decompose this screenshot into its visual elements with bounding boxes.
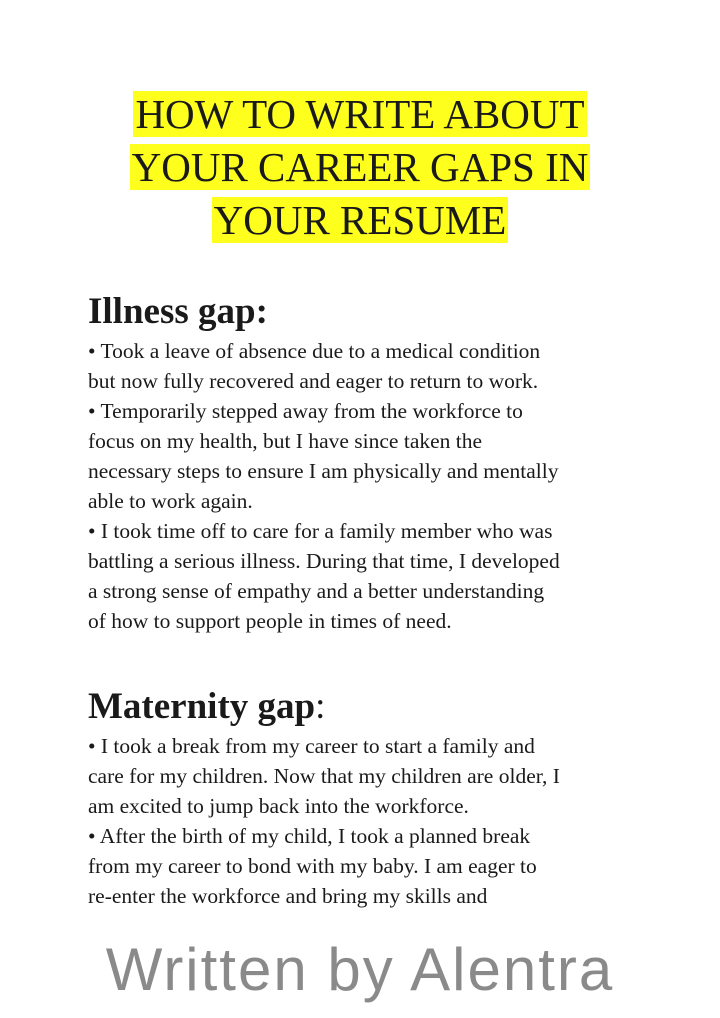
body-line: • I took a break from my career to start a family and xyxy=(88,734,535,758)
heading-text: Maternity gap xyxy=(88,686,316,727)
illness-gap-section xyxy=(88,290,648,636)
watermark: Written by Alentra xyxy=(105,936,615,1003)
heading-text: Illness gap xyxy=(88,291,256,332)
document-title xyxy=(0,88,720,247)
body-line: from my career to bond with my baby. I am eager to xyxy=(88,854,537,878)
body-line: of how to support people in times of need. xyxy=(88,609,452,633)
title-line: YOUR CAREER GAPS IN xyxy=(131,144,589,190)
heading-colon: : xyxy=(315,686,326,727)
body-line: focus on my health, but I have since taken the xyxy=(88,429,483,453)
section-heading xyxy=(88,290,648,334)
body-line: a strong sense of empathy and a better understanding xyxy=(88,579,545,603)
title-line: YOUR RESUME xyxy=(213,197,507,243)
body-line: care for my children. Now that my children are older, I xyxy=(88,764,560,788)
body-line: • I took time off to care for a family member who was xyxy=(88,519,553,543)
heading-colon: : xyxy=(255,291,268,332)
body-line: • After the birth of my child, I took a planned break xyxy=(88,824,531,848)
section-heading xyxy=(88,685,648,729)
body-line: re-enter the workforce and bring my skills and xyxy=(88,884,488,908)
body-line: necessary steps to ensure I am physically and mentally xyxy=(88,459,559,483)
body-line: • Temporarily stepped away from the workforce to xyxy=(88,399,523,423)
body-line: • Took a leave of absence due to a medical condition xyxy=(88,339,541,363)
title-line: HOW TO WRITE ABOUT xyxy=(135,91,585,137)
body-line: battling a serious illness. During that time, I developed xyxy=(88,549,560,573)
maternity-gap-section xyxy=(88,685,648,911)
body-line: able to work again. xyxy=(88,489,253,513)
body-line: am excited to jump back into the workforce. xyxy=(88,794,469,818)
body-line: but now fully recovered and eager to return to work. xyxy=(88,369,539,393)
